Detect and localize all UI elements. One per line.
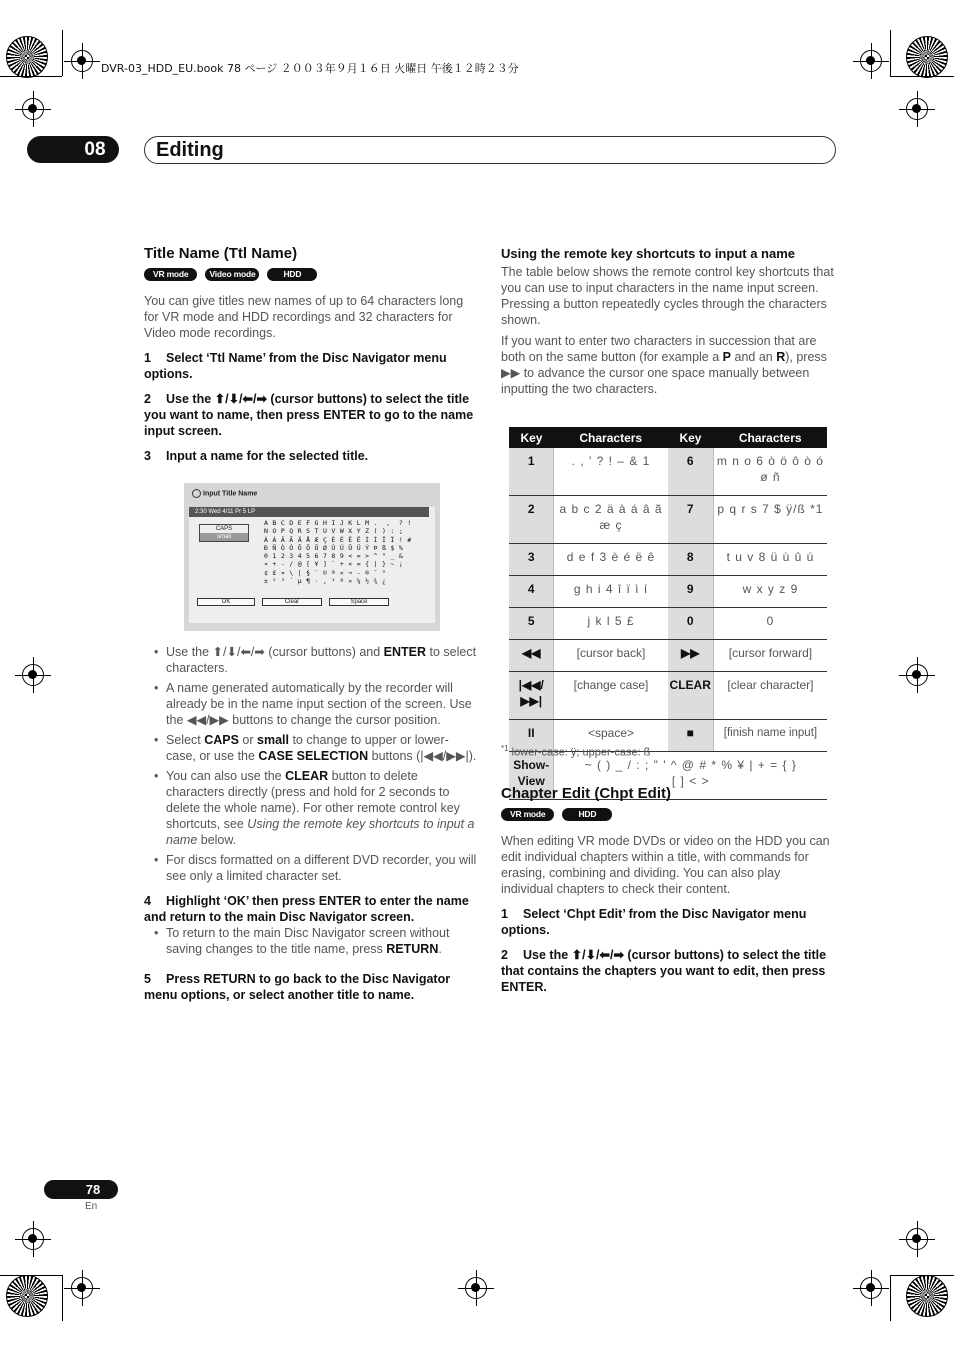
- table-row: 2 a b c 2 ä à á â ã æ ç 7 p q r s 7 $ ÿ/ß *1: [509, 496, 827, 544]
- page-number: 78: [44, 1180, 118, 1199]
- table-footnote: $^{*1}$ lower-case: ÿ; upper-case: ß: [501, 744, 651, 759]
- crosshair-target-icon: [22, 1228, 44, 1250]
- mode-badges: [144, 268, 477, 281]
- list-item: • For discs formatted on a different DVD recorder, you will see only a limited character set.: [144, 852, 477, 884]
- step-2: 2 Use the ⬆/⬇/⬅/➡ (cursor buttons) to select the title that contains the chapters you want to edit, then press ENTER.: [501, 948, 827, 994]
- crosshair-target-icon: [71, 50, 93, 72]
- chapter-edit-intro: When editing VR mode DVDs or video on the HDD you can edit individual chapters within a title, with commands for erasing, combining and dividing. You can also play individual chapters to check their content.: [501, 834, 830, 896]
- step-1: 1 Select ‘Ttl Name’ from the Disc Navigator menu options.: [144, 351, 447, 381]
- step-1: 1 Select ‘Chpt Edit’ from the Disc Navigator menu options.: [501, 907, 807, 937]
- case-caps[interactable]: CAPS: [215, 526, 233, 532]
- badge-hdd: HDD: [267, 268, 317, 281]
- shortcut-title: Using the remote key shortcuts to input a name: [501, 246, 795, 261]
- chapter-title: Editing: [156, 139, 224, 161]
- crosshair-target-icon: [465, 1277, 487, 1299]
- crosshair-target-icon: [22, 98, 44, 120]
- table-row: |◀◀/ ▶▶| [change case] CLEAR [clear character]: [509, 672, 827, 720]
- shortcut-paragraph-1: The table below shows the remote control key shortcuts that you can use to input characters in the name input screen. Pressing a button repeatedly cycles through the characters shown.: [501, 265, 834, 327]
- registration-starburst-top-right: [906, 36, 948, 78]
- case-selector: [199, 524, 249, 542]
- crosshair-target-icon: [860, 1277, 882, 1299]
- intro-paragraph: You can give titles new names of up to 64 characters long for VR mode and HDD recordings and 32 characters for Video mode recordings.: [144, 294, 464, 340]
- list-item: • Select CAPS or small to change to upper or lower-case, or use the CASE SELECTION buttons (|◀◀/▶▶|).: [144, 732, 477, 764]
- step-4-tips: [144, 925, 477, 957]
- registration-starburst-bottom-right: [906, 1275, 948, 1317]
- registration-starburst-bottom-left: [6, 1275, 48, 1317]
- crop-mark: [890, 76, 954, 77]
- column-header: Key: [668, 427, 714, 448]
- crop-mark: [62, 1275, 63, 1321]
- table-header-row: [509, 427, 827, 448]
- shortcut-paragraph-2: If you want to enter two characters in succession that are both on the same button (for example a P and an R), press ▶▶ to advance the cursor one space manually between inputting the two characters.: [501, 334, 827, 396]
- input-title-name-screen: [184, 483, 440, 631]
- crosshair-target-icon: [71, 1277, 93, 1299]
- column-header: Characters: [713, 427, 827, 448]
- list-item: • Use the ⬆/⬇/⬅/➡ (cursor buttons) and ENTER to select characters.: [144, 644, 477, 676]
- step-2: 2 Use the ⬆/⬇/⬅/➡ (cursor buttons) to select the title you want to name, then press ENTER to go to the name input screen.: [144, 392, 474, 438]
- character-grid[interactable]: A B C D E F G H I J K L M . , ? ! N O P Q R S T U V W X Y Z ( ) : ; À Á Â Ã Ä Å Æ Ç È É Ê Ë Ì Í Î Ï ! # Ð Ñ Ò Ó Ô Õ Ö Ø Ù Ú Û Ü Ý Þ ß $ % 0 1 2 3 4 5 6 7 8 9 < = > ^ " _ & ¤ + - / @ [ ¥ ] ` + × = { | } ~ ¡ ¢ £ ¤ \ | § ¨ © ª « ¬ - ® ¯ ° ± ² ³ ´ µ ¶ · , ¹ º » ¼ ½ ¾ ¿: [264, 519, 412, 586]
- list-item: • A name generated automatically by the recorder will already be in the name input section of the screen. Use the ◀◀/▶▶ buttons to change the cursor position.: [144, 680, 477, 728]
- crosshair-target-icon: [906, 98, 928, 120]
- table-row: 3 d e f 3 è é ë ê 8 t u v 8 ü ù û ú: [509, 544, 827, 576]
- badge-vr-mode: VR mode: [501, 808, 554, 821]
- left-column: [144, 246, 477, 473]
- case-small[interactable]: small: [200, 533, 248, 541]
- chapter-bar: [144, 136, 836, 164]
- crosshair-target-icon: [22, 664, 44, 686]
- section-title: Title Name (Ttl Name): [144, 245, 298, 262]
- table-row: II <space> ■ [finish name input]: [509, 720, 827, 752]
- table-row: 4 g h i 4 î ï ì í 9 w x y z 9: [509, 576, 827, 608]
- chapter-number: 08: [27, 136, 119, 163]
- badge-video-mode: Video mode: [205, 268, 259, 281]
- list-item: • You can also use the CLEAR button to delete characters directly (press and hold for 2 seconds to delete the whole name). For other remote control key shortcuts, see Using the remote key shortcuts to input a name below.: [144, 768, 477, 848]
- page-language: En: [85, 1201, 98, 1212]
- column-header: Characters: [554, 427, 668, 448]
- table-row: ◀◀ [cursor back] ▶▶ [cursor forward]: [509, 640, 827, 672]
- crop-mark: [0, 76, 62, 77]
- print-header: DVR-03_HDD_EU.book 78 ページ ２００３年９月１６日 火曜日 午後１２時２３分: [101, 62, 519, 75]
- chapter-edit-title: Chapter Edit (Chpt Edit): [501, 785, 671, 802]
- crosshair-target-icon: [906, 1228, 928, 1250]
- chapter-edit-section: [501, 786, 834, 1004]
- column-header: Key: [509, 427, 554, 448]
- registration-starburst-top-left: [6, 36, 48, 78]
- tips-list: [144, 644, 477, 884]
- crop-mark: [890, 1275, 891, 1321]
- screen-status-bar: 2:30 Wed 4/11 Pr 5 LP: [189, 507, 429, 517]
- right-column: [501, 246, 834, 406]
- crop-mark: [890, 30, 891, 76]
- table-row: 5 j k l 5 £ 0 0: [509, 608, 827, 640]
- table-row: Show-View ~ ( ) _ / : ; " ' ^ @ # * % ¥ | + = { } [ ] < >: [509, 752, 827, 800]
- table-row: 1 . , ' ? ! – & 1 6 m n o 6 ò ö ô ò ó ø ñ: [509, 448, 827, 496]
- badge-vr-mode: VR mode: [144, 268, 197, 281]
- step-3: 3 Input a name for the selected title.: [144, 449, 369, 463]
- ok-button[interactable]: OK: [197, 598, 255, 606]
- step-5: 5 Press RETURN to go back to the Disc Navigator menu options, or select another title to name.: [144, 972, 451, 1002]
- crop-mark: [62, 30, 63, 76]
- clear-button[interactable]: Clear: [262, 598, 322, 606]
- crop-mark: [0, 1275, 62, 1276]
- space-button[interactable]: Space: [329, 598, 389, 606]
- step-4: 4 Highlight ‘OK’ then press ENTER to enter the name and return to the main Disc Navigator screen.: [144, 894, 469, 924]
- left-column-lower: [144, 644, 477, 1012]
- crop-mark: [890, 1275, 954, 1276]
- crosshair-target-icon: [906, 664, 928, 686]
- screen-title: Input Title Name: [192, 489, 257, 498]
- list-item: • To return to the main Disc Navigator screen without saving changes to the title name, press RETURN.: [144, 925, 477, 957]
- crosshair-target-icon: [860, 50, 882, 72]
- disc-icon: [192, 489, 201, 498]
- badge-hdd: HDD: [562, 808, 612, 821]
- mode-badges: [501, 808, 834, 821]
